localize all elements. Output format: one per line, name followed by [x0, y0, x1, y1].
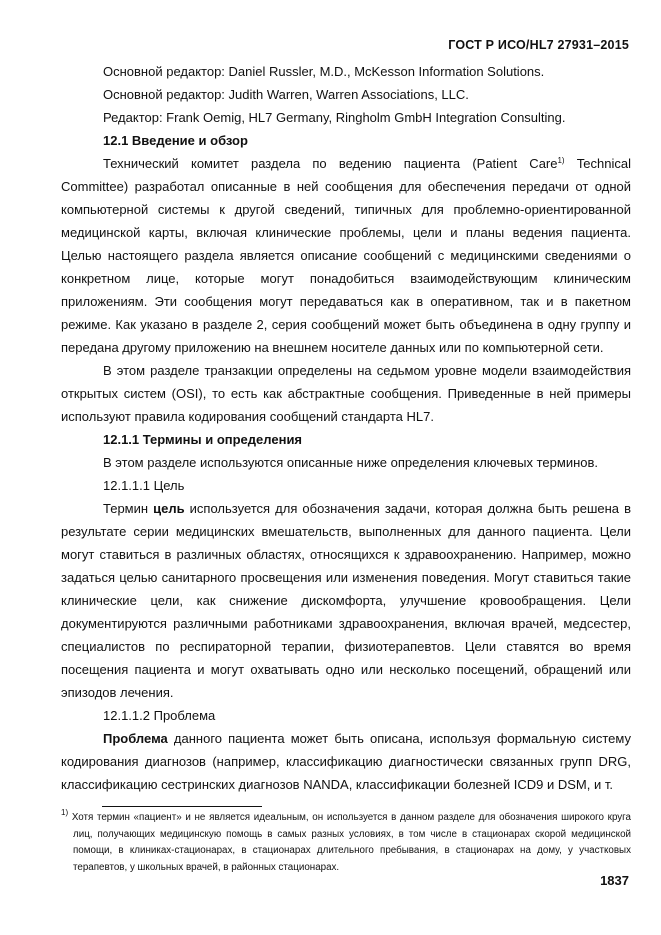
term-goal: цель	[153, 501, 185, 516]
standard-header: ГОСТ Р ИСО/HL7 27931–2015	[448, 38, 629, 52]
section-heading-12-1-1-1: 12.1.1.1 Цель	[103, 478, 185, 493]
paragraph-problem	[61, 727, 631, 796]
footnote-reference[interactable]: 1)	[557, 156, 565, 165]
term-problem: Проблема	[103, 731, 168, 746]
paragraph-goal-rest: используется для обозначения задачи, которая должна быть решена в результате серии медицинских вмешательств, выполненных для данного пациента. Цели могут ставиться в различных областях, относящихся к здравоохранению. Например, можно задаться целью санитарного просвещения или изменения поведения. Могут ставиться такие клинические цели, как снижение дискомфорта, улучшение кровообращения. Цели документируются различными работниками здравоохранения, включая врачей, медсестер, специалистов по респираторной терапии, физиотерапевтов. Цели ставятся во время посещения пациента и могут охватывать одно или несколько посещений, обращений или эпизодов лечения.	[61, 501, 631, 700]
page-number: 1837	[600, 873, 629, 888]
paragraph-intro-start: Технический комитет раздела по ведению пациента (Patient Care	[103, 156, 558, 171]
paragraph-osi: В этом разделе транзакции определены на седьмом уровне модели взаимодействия открытых систем (OSI), то есть как абстрактные сообщения. Приведенные в ней примеры используют правила кодирования сообщений стандарта HL7.	[61, 363, 631, 424]
section-heading-12-1-1: 12.1.1 Термины и определения	[103, 432, 303, 447]
paragraph-intro-rest: Technical Committee) разработал описанные в ней сообщения для обеспечения передачи от одной компьютерной системы к другой сведений, типичных для проблемно-ориентированной медицинской карты, включая клинические проблемы, цели и планы ведения пациента. Целью настоящего раздела является описание сообщений с медицинскими сведениями о конкретном лице, которые могут понадобиться взаимодействующим клиническим приложениям. Эти сообщения могут передаваться как в оперативном, так и в пакетном режиме. Как указано в разделе 2, серия сообщений может быть объединена в одну группу и передана другому приложению на внешнем носителе данных или по компьютерной сети.	[61, 156, 631, 355]
paragraph-intro	[61, 152, 631, 359]
section-heading-12-1: 12.1 Введение и обзор	[103, 133, 248, 148]
footnote-divider	[102, 806, 262, 807]
editor-line-3: Редактор: Frank Oemig, HL7 Germany, Ringholm GmbH Integration Consulting.	[103, 110, 566, 125]
footnote-text-block	[61, 810, 631, 876]
paragraph-goal-lead: Термин	[103, 501, 154, 516]
document-body	[61, 60, 631, 796]
editor-line-2: Основной редактор: Judith Warren, Warren Associations, LLC.	[103, 87, 469, 102]
section-heading-12-1-1-2: 12.1.1.2 Проблема	[103, 708, 216, 723]
footnote-text: Хотя термин «пациент» и не является идеальным, он используется в данном разделе для обозначения широкого круга лиц, получающих медицинскую помощь в самых разных условиях, в том числе в стационарах скорой медицинской помощи, в клиниках-стационарах, в стационарах длительного пребывания, в стационарах на дому, у участковых терапевтов, у школьных врачей, в районных стационарах.	[68, 812, 631, 873]
paragraph-terms: В этом разделе используются описанные ниже определения ключевых терминов.	[103, 455, 599, 470]
footnote-marker: 1)	[61, 808, 69, 817]
footnote	[61, 810, 631, 876]
paragraph-goal	[61, 497, 631, 704]
paragraph-problem-rest: данного пациента может быть описана, используя формальную систему кодирования диагнозов (например, классификацию диагностически связанных групп DRG, классификацию сестринских диагнозов NANDA, классификации болезней ICD9 и DSM, и т.	[61, 731, 631, 792]
editor-line-1: Основной редактор: Daniel Russler, M.D., McKesson Information Solutions.	[103, 64, 545, 79]
